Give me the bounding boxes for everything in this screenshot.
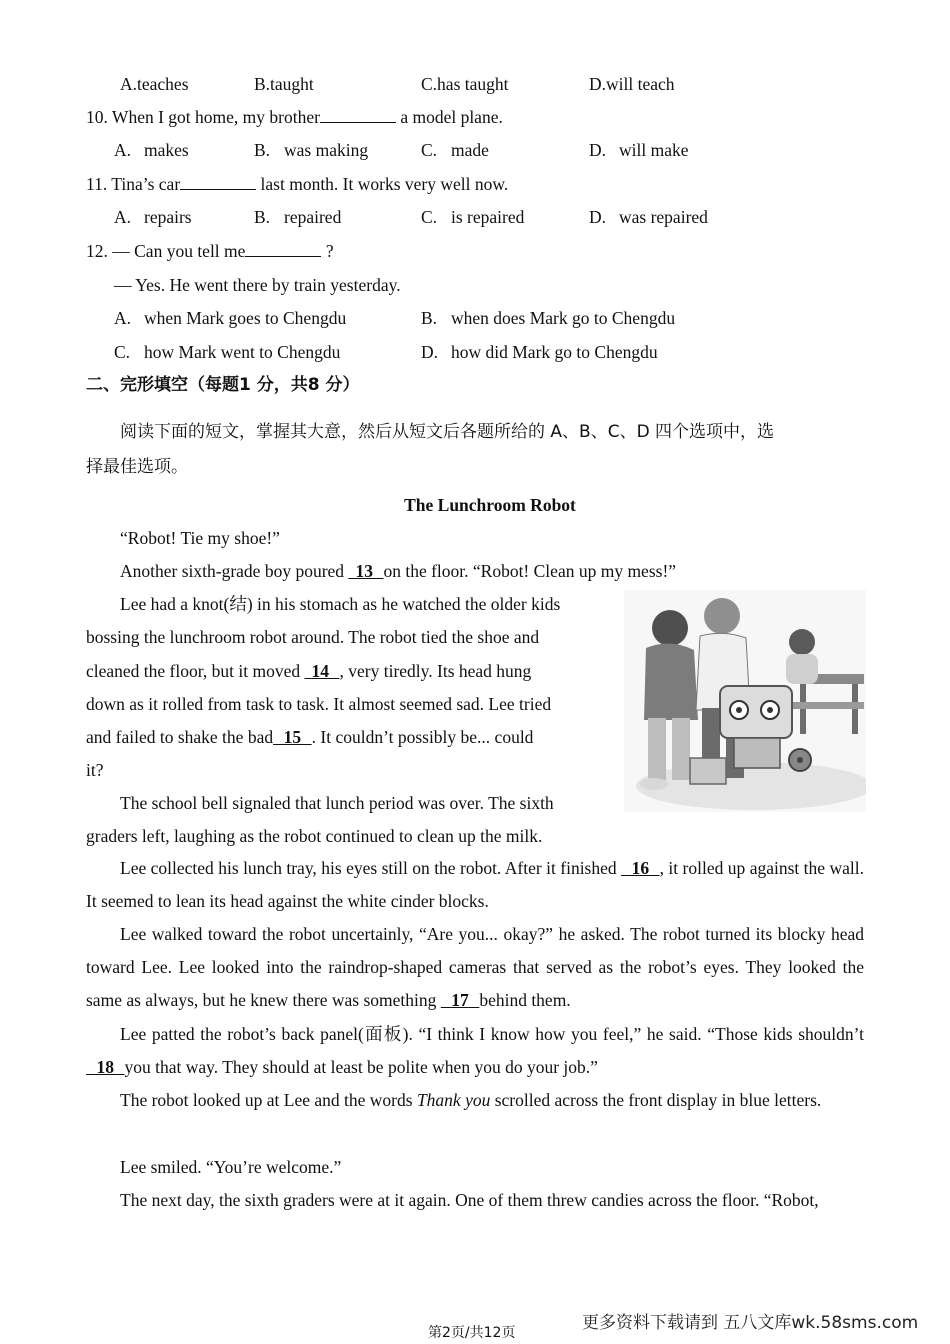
p3-text-b: , very tiredly. Its head hung — [339, 661, 532, 681]
p8-emphasis: Thank you — [416, 1090, 491, 1110]
q12-letter-a: A. — [114, 308, 132, 328]
p7-text-b: you that way. They should at least be polite when you do your job.” — [124, 1057, 598, 1078]
q11-option-c: is repaired — [451, 207, 525, 227]
p5-text-a: Lee collected his lunch tray, his eyes still on the robot. After it finished — [120, 858, 622, 878]
blank-15 — [273, 727, 312, 747]
q11-blank — [180, 173, 256, 190]
p3-line-2: bossing the lunchroom robot around. The robot tied the shoe and — [86, 627, 540, 647]
p3-line-5 — [86, 726, 533, 748]
q11-letter-b: B. — [254, 207, 271, 227]
q10-letter-a: A. — [114, 140, 132, 160]
blank-14-number: 14 — [311, 661, 329, 681]
passage-p1: “Robot! Tie my shoe!” — [120, 528, 280, 548]
p6-text-a: Lee walked toward the robot uncertainly, “Are you... okay?” he asked. The robot turned its blocky head toward Lee. Lee looked into the raindrop-shaped cameras that served as the robot’s eyes. They looked the same as always, but he knew there was something — [86, 924, 864, 1011]
p4-line-1: The school bell signaled that lunch period was over. The sixth — [120, 793, 554, 813]
passage-p8 — [86, 1084, 864, 1117]
blank-15-number: 15 — [283, 727, 302, 747]
blank-18-number: 18 — [96, 1057, 115, 1078]
q12-option-d: how did Mark go to Chengdu — [451, 342, 658, 362]
passage-p9: Lee smiled. “You’re welcome.” — [120, 1157, 342, 1177]
q12-stem — [86, 240, 334, 262]
section-instruction-1: 阅读下面的短文，掌握其大意，然后从短文后各题所给的 A、B、C、D 四个选项中，选 — [120, 422, 775, 442]
passage-p7 — [86, 1018, 864, 1084]
passage-p6 — [86, 918, 864, 1018]
p2-text-a: Another sixth-grade boy poured — [120, 561, 349, 581]
p3-line-3 — [86, 660, 531, 682]
q12-blank — [245, 240, 321, 257]
q10-letter-d: D. — [589, 140, 607, 160]
p6-text-b: behind them. — [479, 990, 571, 1011]
blank-17 — [441, 990, 480, 1010]
q10-option-d: will make — [619, 140, 689, 160]
passage-p2 — [120, 560, 676, 582]
q11-letter-d: D. — [589, 207, 607, 227]
p3-text-c: and failed to shake the bad — [86, 727, 274, 747]
q11-letter-c: C. — [421, 207, 438, 227]
q11-letter-a: A. — [114, 207, 132, 227]
q10-stem-b: a model plane. — [395, 107, 503, 127]
blank-13-number: 13 — [355, 561, 373, 581]
q9-option-a: A.teaches — [120, 74, 189, 94]
q12-stem-b: ? — [321, 241, 334, 261]
p3-text-d: . It couldn’t possibly be... could — [311, 727, 534, 747]
q11-stem — [86, 173, 508, 195]
q9-option-b: B.taught — [254, 74, 314, 94]
blank-13 — [348, 561, 383, 581]
q10-option-b: was making — [284, 140, 369, 160]
q12-letter-d: D. — [421, 342, 439, 362]
q10-letter-b: B. — [254, 140, 271, 160]
q12-stem-a: 12. — Can you tell me — [86, 241, 246, 261]
blank-17-number: 17 — [451, 990, 469, 1011]
section-instruction-2: 择最佳选项。 — [86, 457, 188, 477]
q12-option-c: how Mark went to Chengdu — [144, 342, 341, 362]
q11-stem-a: 11. Tina’s car — [86, 174, 181, 194]
passage-title: The Lunchroom Robot — [404, 495, 576, 515]
p8-text-b: scrolled across the front display in blue letters. — [490, 1090, 822, 1110]
q9-option-c: C.has taught — [421, 74, 509, 94]
q11-stem-b: last month. It works very well now. — [256, 174, 509, 194]
q11-option-b: repaired — [284, 207, 342, 227]
p4-line-2: graders left, laughing as the robot continued to clean up the milk. — [86, 826, 543, 846]
q12-letter-c: C. — [114, 342, 131, 362]
p2-text-b: on the floor. “Robot! Clean up my mess!” — [383, 561, 677, 581]
p3-text-a: cleaned the floor, but it moved — [86, 661, 305, 681]
q10-option-a: makes — [144, 140, 189, 160]
p3-line-4: down as it rolled from task to task. It almost seemed sad. Lee tried — [86, 694, 552, 714]
passage-p5 — [86, 852, 864, 918]
passage-p10: The next day, the sixth graders were at it again. One of them threw candies across the floor. “Robot, — [120, 1190, 819, 1210]
p3-line-1: Lee had a knot(结) in his stomach as he watched the older kids — [120, 594, 561, 614]
lunchroom-robot-illustration — [624, 590, 866, 812]
q11-option-a: repairs — [144, 207, 192, 227]
q12-option-a: when Mark goes to Chengdu — [144, 308, 347, 328]
q12-option-b: when does Mark go to Chengdu — [451, 308, 676, 328]
p5-text-b: , it rolled up against the wall. It seemed to lean its head against the white cinder blocks. — [86, 858, 864, 912]
q12-letter-b: B. — [421, 308, 438, 328]
page-number: 第2页/共12页 — [428, 1325, 516, 1341]
blank-16 — [621, 858, 660, 878]
blank-14 — [304, 661, 339, 681]
q10-stem-a: 10. When I got home, my brother — [86, 107, 320, 127]
q11-option-d: was repaired — [619, 207, 708, 227]
p7-text-a: Lee patted the robot’s back panel(面板). “I think I know how you feel,” he said. “Those kids shouldn’t — [120, 1024, 864, 1044]
q10-stem — [86, 106, 503, 128]
blank-16-number: 16 — [631, 858, 650, 878]
p8-text-a: The robot looked up at Lee and the words — [120, 1090, 417, 1110]
p3-line-6: it? — [86, 760, 104, 780]
q10-blank — [320, 106, 396, 123]
q10-letter-c: C. — [421, 140, 438, 160]
watermark: 更多资料下载请到 五八文库wk.58sms.com — [582, 1313, 919, 1333]
section-heading: 二、完形填空（每题1 分，共8 分） — [86, 375, 360, 395]
q9-option-d: D.will teach — [589, 74, 675, 94]
q10-option-c: made — [451, 140, 489, 160]
q12-reply: — Yes. He went there by train yesterday. — [114, 275, 401, 295]
blank-18 — [86, 1057, 125, 1077]
